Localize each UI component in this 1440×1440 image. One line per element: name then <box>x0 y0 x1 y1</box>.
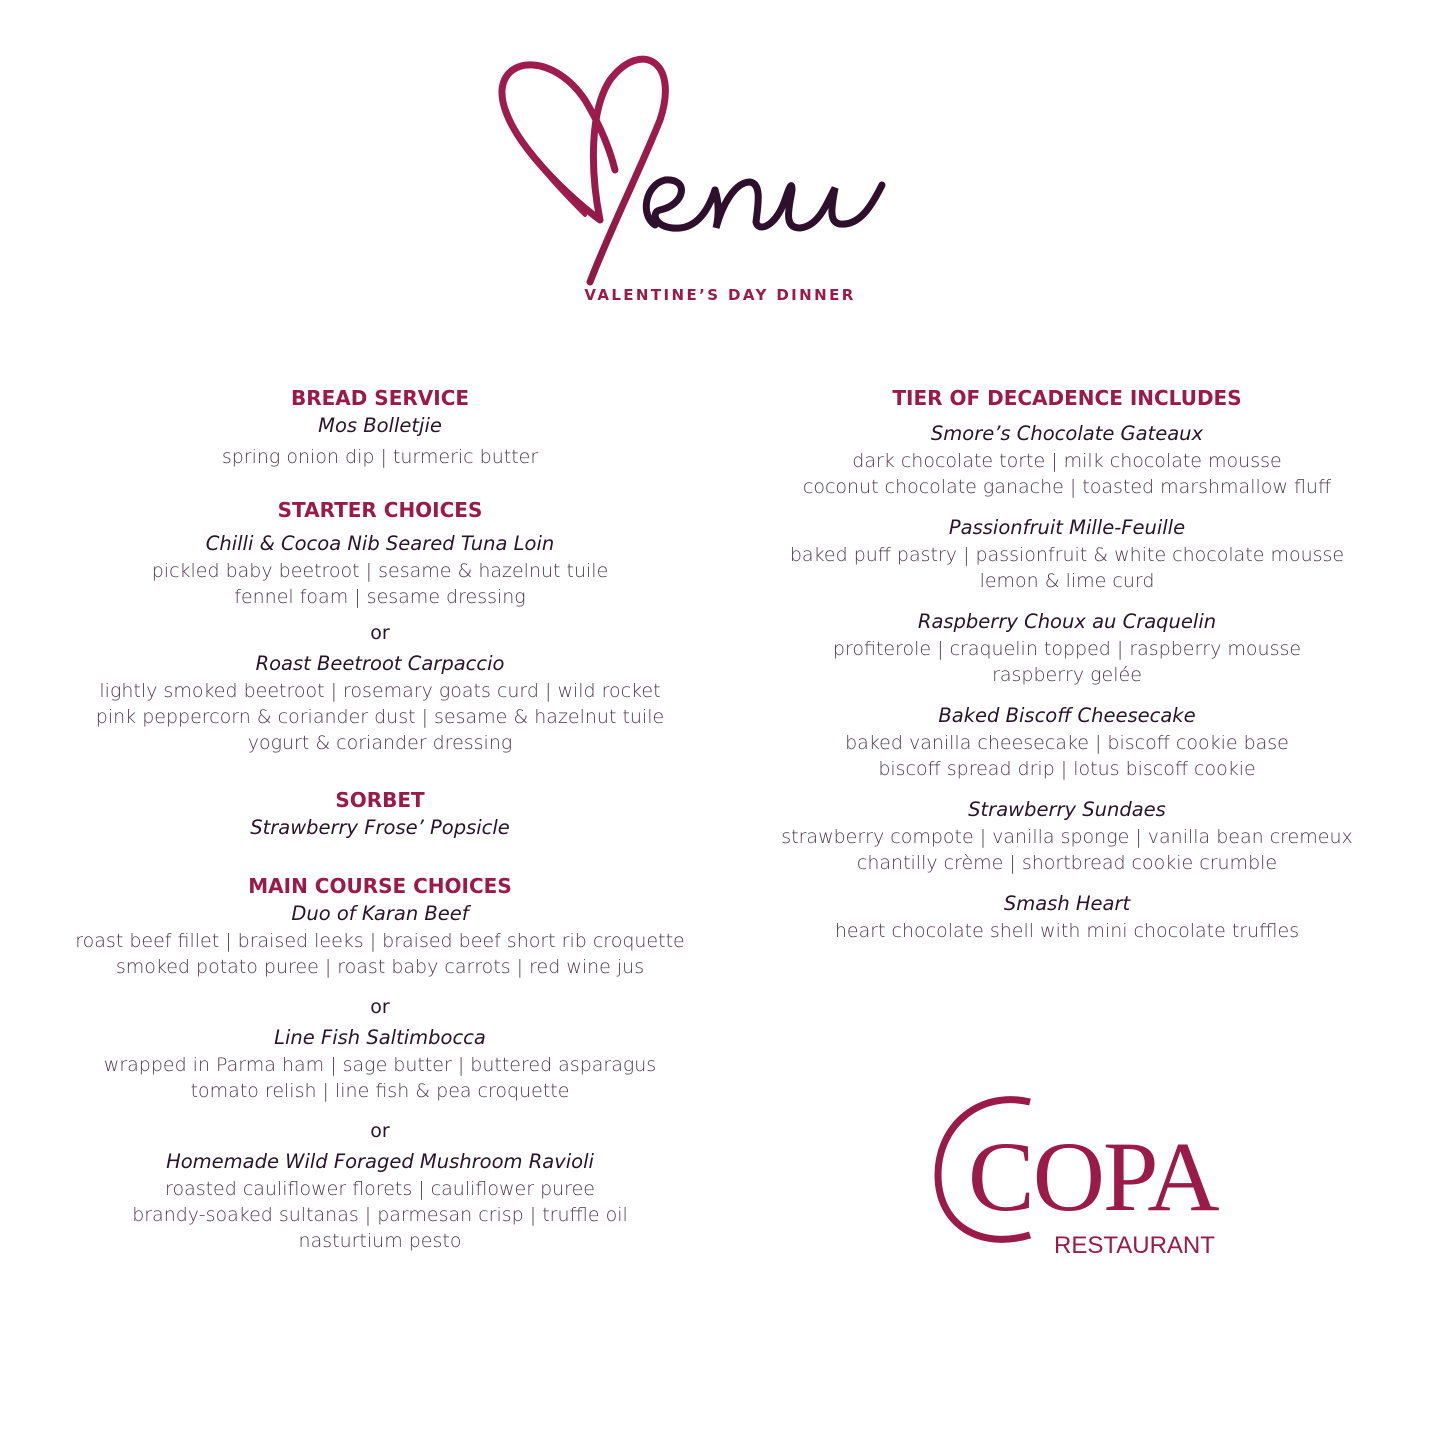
dish-description: raspberry gelée <box>992 664 1142 686</box>
dish-description: lemon & lime curd <box>979 570 1155 592</box>
menu-subtitle: VALENTINE’S DAY DINNER <box>584 286 856 304</box>
menu-heart-logo <box>0 0 1440 320</box>
dish-description: tomato relish | line fish & pea croquette <box>190 1080 570 1102</box>
dessert-item <box>740 608 1394 688</box>
or-separator: or <box>370 1120 390 1142</box>
brand-tagline: RESTAURANT <box>1054 1232 1215 1259</box>
or-separator: or <box>370 996 390 1018</box>
dish-name: Mos Bolletjie <box>318 414 442 437</box>
dish-description: wrapped in Parma ham | sage butter | buttered asparagus <box>103 1054 657 1076</box>
dish-description: spring onion dip | turmeric butter <box>221 446 539 468</box>
dish-description: chantilly crème | shortbread cookie crumble <box>856 852 1278 874</box>
bread-service-section <box>30 384 730 470</box>
dish-name: Raspberry Choux au Craquelin <box>917 610 1217 633</box>
dish-description: yogurt & coriander dressing <box>247 732 513 754</box>
left-column <box>30 384 730 1280</box>
dish-name: Strawberry Frose’ Popsicle <box>250 816 510 839</box>
dish-description: biscoff spread drip | lotus biscoff cookie <box>878 758 1256 780</box>
dish-description: heart chocolate shell with mini chocolate truffles <box>834 920 1300 942</box>
section-heading: BREAD SERVICE <box>290 386 470 410</box>
dish-name: Baked Biscoff Cheesecake <box>938 704 1196 727</box>
sorbet-section <box>30 786 730 842</box>
dish-description: roasted cauliflower florets | cauliflower puree <box>165 1178 595 1200</box>
dish-description: coconut chocolate ganache | toasted marshmallow fluff <box>802 476 1332 498</box>
dish-name: Smore’s Chocolate Gateaux <box>930 422 1204 445</box>
dish-description: strawberry compote | vanilla sponge | vanilla bean cremeux <box>781 826 1353 848</box>
dish-name: Passionfruit Mille-Feuille <box>948 516 1186 539</box>
dish-name: Roast Beetroot Carpaccio <box>255 652 505 675</box>
right-column <box>740 384 1394 958</box>
dish-description: brandy-soaked sultanas | parmesan crisp | truffle oil <box>132 1204 628 1226</box>
dish-name: Duo of Karan Beef <box>291 902 469 925</box>
or-separator: or <box>370 622 390 644</box>
section-heading: STARTER CHOICES <box>277 498 483 522</box>
main-course-section <box>30 872 730 1254</box>
dish-name: Homemade Wild Foraged Mushroom Ravioli <box>166 1150 594 1173</box>
dish-name: Line Fish Saltimbocca <box>274 1026 486 1049</box>
dish-name: Smash Heart <box>1003 892 1131 915</box>
dish-name: Chilli & Cocoa Nib Seared Tuna Loin <box>205 532 555 555</box>
dish-description: dark chocolate torte | milk chocolate mousse <box>852 450 1282 472</box>
section-heading: MAIN COURSE CHOICES <box>248 874 512 898</box>
dish-description: nasturtium pesto <box>298 1230 462 1252</box>
dish-description: smoked potato puree | roast baby carrots | red wine jus <box>115 956 645 978</box>
dish-description: lightly smoked beetroot | rosemary goats curd | wild rocket <box>99 680 661 702</box>
section-heading: TIER OF DECADENCE INCLUDES <box>892 386 1242 410</box>
dish-description: fennel foam | sesame dressing <box>234 586 526 608</box>
dish-description: baked puff pastry | passionfruit & white chocolate mousse <box>789 544 1345 566</box>
dessert-item <box>740 890 1394 944</box>
copa-restaurant-logo <box>920 1090 1220 1270</box>
dish-description: profiterole | craquelin topped | raspberry mousse <box>832 638 1302 660</box>
dish-name: Strawberry Sundaes <box>968 798 1166 821</box>
dessert-item <box>740 420 1394 500</box>
section-heading: SORBET <box>335 788 425 812</box>
dessert-item <box>740 514 1394 594</box>
dish-description: pink peppercorn & coriander dust | sesame & hazelnut tuile <box>95 706 665 728</box>
dessert-item <box>740 702 1394 782</box>
brand-name: COPA <box>968 1121 1218 1232</box>
starter-section <box>30 496 730 756</box>
dish-description: baked vanilla cheesecake | biscoff cookie base <box>845 732 1289 754</box>
dessert-item <box>740 796 1394 876</box>
dish-description: pickled baby beetroot | sesame & hazelnut tuile <box>151 560 609 582</box>
dish-description: roast beef fillet | braised leeks | braised beef short rib croquette <box>75 930 685 952</box>
